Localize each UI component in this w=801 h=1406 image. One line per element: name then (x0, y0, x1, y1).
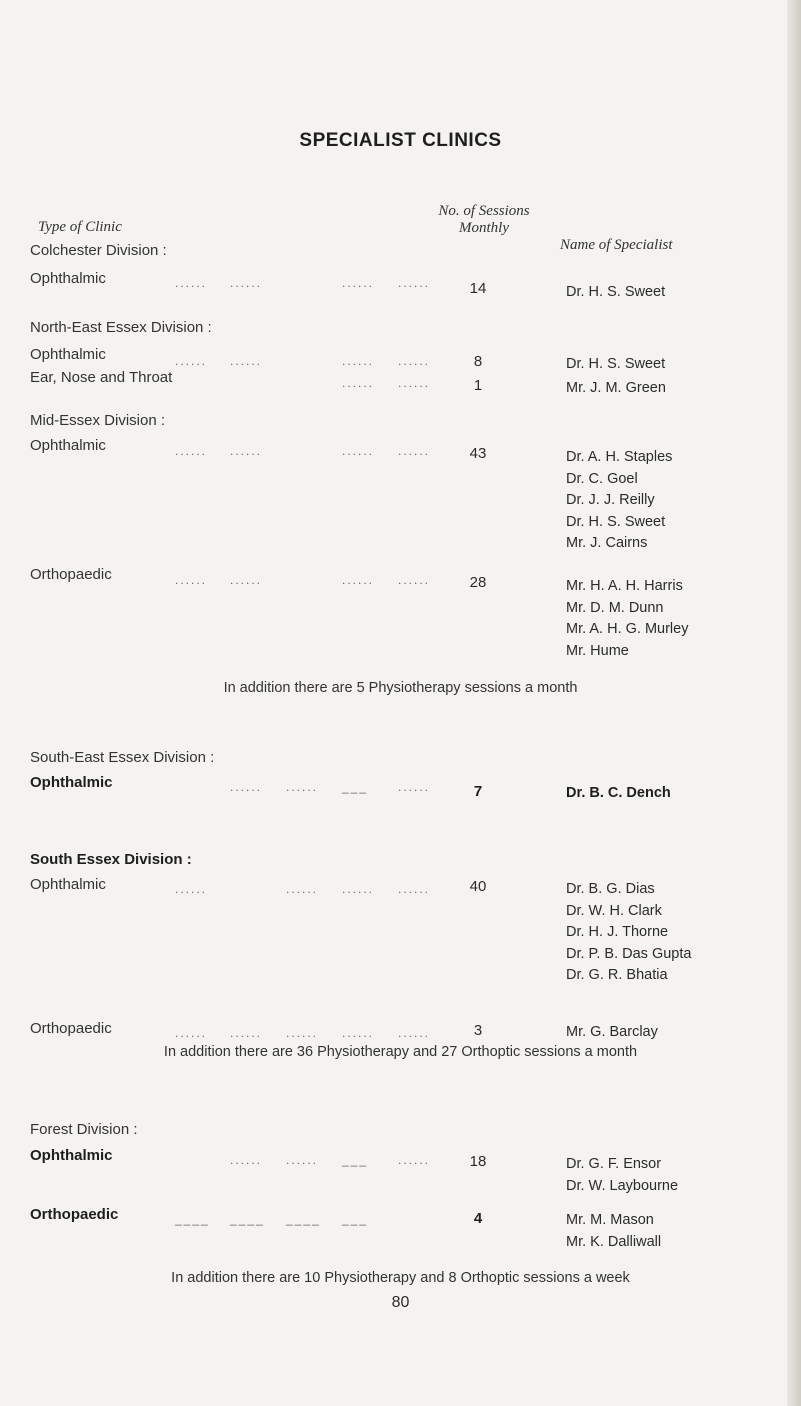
specialist-name: Dr. W. Laybourne (566, 1177, 679, 1194)
leader-dots: ...... (398, 882, 431, 896)
leader-dots: ____ (230, 1212, 265, 1226)
leader-dots: ___ (342, 1153, 369, 1167)
division-south-east-essex: South-East Essex Division : (30, 749, 215, 766)
leader-dots: ...... (230, 1153, 263, 1167)
session-count: 18 (469, 1153, 487, 1170)
specialist-name: Mr. M. Mason (566, 1212, 654, 1228)
leader-dots: ...... (175, 882, 208, 896)
leader-dots: ...... (230, 780, 263, 794)
specialist-name: Mr. J. Cairns (566, 535, 648, 551)
specialist-name: Dr. P. B. Das Gupta (566, 945, 692, 962)
specialist-name: Dr. H. S. Sweet (566, 356, 666, 372)
session-count: 40 (469, 878, 487, 895)
leader-dots: ...... (286, 1026, 319, 1040)
leader-dots: ...... (342, 376, 375, 390)
leader-dots: ...... (175, 444, 208, 458)
clinic-name: Ear, Nose and Throat (30, 369, 173, 386)
leader-dots: ...... (342, 573, 375, 587)
specialist-name: Dr. H. S. Sweet (566, 513, 666, 530)
leader-dots: ...... (342, 444, 375, 458)
note-forest: In addition there are 10 Physiotherapy and 8 Orthoptic sessions a week (171, 1270, 630, 1286)
specialist-list (566, 447, 672, 555)
leader-dots: ...... (398, 354, 431, 368)
leader-dots: ...... (342, 276, 375, 290)
division-colchester: Colchester Division : (30, 242, 167, 259)
specialist-name: Mr. J. M. Green (566, 380, 666, 396)
session-count: 43 (469, 445, 487, 462)
header-name-of-specialist: Name of Specialist (560, 237, 673, 253)
leader-dots: ...... (175, 276, 208, 290)
page-number: 80 (391, 1294, 410, 1311)
leader-dots: ...... (398, 444, 431, 458)
note-south-essex: In addition there are 36 Physiotherapy and 27 Orthoptic sessions a month (163, 1044, 638, 1060)
specialist-list (566, 879, 691, 987)
specialist-name: Dr. J. J. Reilly (566, 492, 655, 508)
leader-dots: ...... (175, 1026, 208, 1040)
leader-dots: ...... (342, 882, 375, 896)
specialist-name: Dr. W. H. Clark (566, 902, 662, 919)
leader-dots: ...... (398, 276, 431, 290)
leader-dots: ...... (230, 573, 263, 587)
session-count: 14 (469, 280, 487, 297)
specialist-name: Mr. H. A. H. Harris (566, 578, 683, 594)
clinic-name: Ophthalmic (30, 346, 106, 363)
header-sessions-line2: Monthly (459, 220, 509, 236)
leader-dots: ...... (398, 1153, 431, 1167)
clinic-name: Orthopaedic (30, 1020, 112, 1037)
leader-dots: ...... (175, 573, 208, 587)
session-count: 28 (469, 574, 487, 591)
header-sessions-line1: No. of Sessions (438, 203, 530, 219)
session-count: 3 (473, 1022, 483, 1039)
clinic-name: Orthopaedic (30, 1206, 119, 1223)
specialist-name: Mr. G. Barclay (566, 1024, 658, 1040)
specialist-name: Dr. A. H. Staples (566, 449, 673, 465)
clinic-name: Ophthalmic (30, 270, 106, 287)
note-mid-essex: In addition there are 5 Physiotherapy sessions a month (223, 680, 578, 696)
leader-dots: ...... (230, 1026, 263, 1040)
page-edge-shadow (787, 0, 801, 1406)
leader-dots: ____ (286, 1212, 321, 1226)
leader-dots: ...... (230, 276, 263, 290)
specialist-name: Mr. K. Dalliwall (566, 1233, 662, 1250)
division-north-east-essex: North-East Essex Division : (30, 319, 212, 336)
leader-dots: ...... (398, 1026, 431, 1040)
session-count: 8 (473, 353, 483, 370)
session-count: 1 (473, 377, 483, 394)
leader-dots: ...... (286, 1153, 319, 1167)
leader-dots: ...... (230, 444, 263, 458)
clinic-name: Ophthalmic (30, 1147, 113, 1164)
leader-dots: ...... (342, 1026, 375, 1040)
session-count: 7 (473, 783, 483, 800)
specialist-name: Mr. D. M. Dunn (566, 599, 664, 616)
specialist-name: Dr. G. F. Ensor (566, 1156, 662, 1172)
leader-dots: ...... (398, 573, 431, 587)
leader-dots: ___ (342, 1212, 369, 1226)
specialist-list (566, 1210, 661, 1253)
division-forest: Forest Division : (30, 1121, 138, 1138)
specialist-name: Dr. H. J. Thorne (566, 924, 669, 940)
page-title: SPECIALIST CLINICS (299, 130, 502, 151)
leader-dots: ...... (286, 882, 319, 896)
specialist-list (566, 1154, 678, 1197)
specialist-name: Dr. H. S. Sweet (566, 284, 666, 300)
specialist-name: Mr. Hume (566, 642, 629, 659)
specialist-name: Dr. B. G. Dias (566, 881, 655, 897)
specialist-name: Dr. G. R. Bhatia (566, 967, 668, 983)
session-count: 4 (473, 1210, 483, 1227)
leader-dots: ___ (342, 780, 369, 794)
division-mid-essex: Mid-Essex Division : (30, 412, 166, 429)
leader-dots: ...... (230, 354, 263, 368)
leader-dots: ...... (286, 780, 319, 794)
division-south-essex: South Essex Division : (30, 851, 192, 868)
leader-dots: ...... (398, 376, 431, 390)
specialist-list (566, 576, 688, 662)
leader-dots: ...... (175, 354, 208, 368)
specialist-name: Dr. C. Goel (566, 470, 638, 487)
leader-dots: ____ (175, 1212, 210, 1226)
specialist-name: Mr. A. H. G. Murley (566, 621, 689, 637)
leader-dots: ...... (398, 780, 431, 794)
clinic-name: Ophthalmic (30, 437, 106, 454)
clinic-name: Orthopaedic (30, 566, 112, 583)
header-type-of-clinic: Type of Clinic (38, 219, 122, 235)
specialist-name: Dr. B. C. Dench (566, 785, 671, 801)
clinic-name: Ophthalmic (30, 876, 106, 893)
clinic-name: Ophthalmic (30, 774, 113, 791)
leader-dots: ...... (342, 354, 375, 368)
